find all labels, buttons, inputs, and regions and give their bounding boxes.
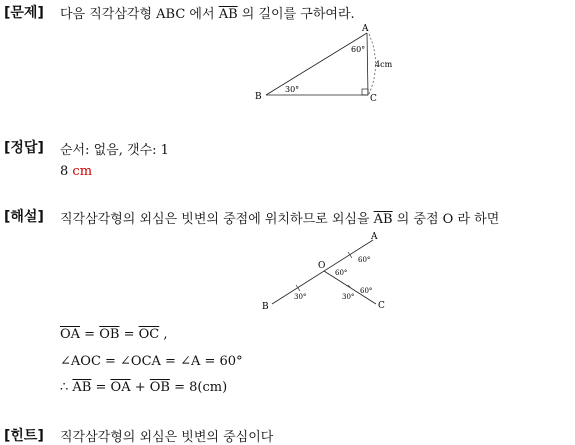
explanation-text-post: 의 중점 O 라 하면: [396, 212, 500, 227]
problem-text-post: 의 길이를 구하여라.: [241, 7, 355, 22]
explanation-label: [해설]: [4, 209, 44, 225]
side-ac: [367, 33, 368, 95]
vertex-a-label: A: [362, 24, 369, 34]
hint-text: 직각삼각형의 외심은 빗변의 중심이다: [60, 430, 274, 445]
answer-unit: cm: [72, 164, 93, 179]
vertex-b-label: B: [262, 302, 269, 312]
problem-segment: $\overline{AB}$: [218, 7, 238, 22]
problem-label: [문제]: [4, 5, 44, 21]
vertex-c-label: C: [378, 301, 385, 311]
angle-a-label: 60°: [351, 45, 366, 54]
vertex-b-label: B: [255, 92, 262, 102]
answer-number: 8: [60, 164, 69, 179]
eq3-seg-oa: $\overline{OA}$: [110, 380, 131, 395]
eq1-tail: ,: [159, 327, 168, 342]
eq1-seg-oc: $\overline{OC}$: [138, 327, 160, 342]
explanation-triangle-figure: [258, 228, 398, 314]
hint-label: [힌트]: [4, 428, 44, 444]
answer-meta: 순서: 없음, 갯수: 1: [60, 143, 169, 158]
vertex-c-label: C: [370, 94, 377, 104]
explanation-text-pre: 직각삼각형의 외심은 빗변의 중점에 위치하므로 외심을: [60, 212, 370, 227]
eq3-tail: = 8(cm): [174, 380, 228, 395]
equation-angles: ∠AOC = ∠OCA = ∠A = 60°: [60, 354, 243, 369]
eq3-seg-ab: $\overline{AB}$: [72, 380, 92, 395]
eq1-seg-oa: $\overline{OA}$: [60, 327, 81, 342]
right-angle-mark: [362, 89, 368, 95]
problem-triangle-figure: [250, 20, 410, 105]
equation-conclusion: ∴ $\overline{AB} = \overline{OA} + \overline{OB} = 8(cm)$: [60, 380, 228, 395]
problem-text-pre: 다음 직각삼각형 ABC 에서: [60, 7, 215, 22]
vertex-a-label: A: [371, 232, 378, 242]
eq1-seg-ob: $\overline{OB}$: [99, 327, 120, 342]
explanation-text: [60, 208, 499, 227]
eq3-seg-ob: $\overline{OB}$: [149, 380, 170, 395]
angle-c-label: 60°: [360, 287, 373, 295]
answer-label: [정답]: [4, 140, 44, 156]
angle-o-label: 60°: [335, 269, 348, 277]
angle-b-label: 30°: [294, 293, 307, 301]
answer-value: [60, 164, 92, 179]
equation-equal-radii: $\overline{OA} = \overline{OB} = \overline{OC}$ ,: [60, 327, 168, 342]
explanation-segment: $\overline{AB}$: [373, 212, 393, 227]
segment-ba: [272, 240, 373, 304]
side-ac-length-label: 4cm: [375, 60, 393, 69]
angle-b-label: 30°: [285, 85, 300, 94]
side-ab: [266, 33, 367, 95]
vertex-o-label: O: [318, 261, 326, 271]
angle-a-label: 60°: [358, 256, 371, 264]
eq3-therefore: ∴: [60, 380, 69, 395]
angle-oc-label: 30°: [342, 293, 355, 301]
